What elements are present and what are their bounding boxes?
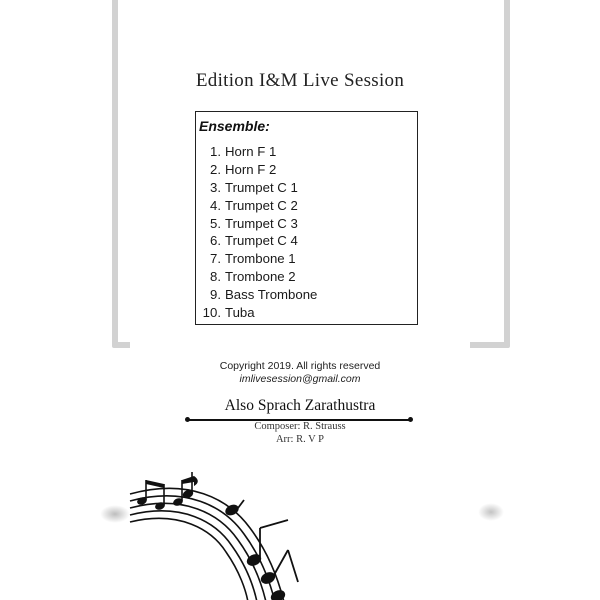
- instrument-list: [199, 143, 417, 322]
- instrument-number: 6.: [210, 233, 221, 249]
- instrument-number: 5.: [210, 215, 221, 231]
- instrument-number: 10.: [202, 305, 221, 321]
- instrument-name: Trumpet C 4: [225, 233, 298, 249]
- instrument-number: 3.: [210, 179, 221, 195]
- instrument-item: [199, 197, 417, 215]
- edition-title: Edition I&M Live Session: [195, 70, 405, 91]
- instrument-name: Horn F 1: [225, 144, 277, 159]
- instrument-name: Trumpet C 1: [225, 179, 298, 195]
- music-staff-swirl-icon: [128, 470, 348, 600]
- instrument-name: Trumpet C 2: [225, 197, 298, 213]
- instrument-name: Trumpet C 3: [225, 215, 298, 231]
- instrument-item: [199, 250, 417, 268]
- arranger-credit: Arr: R. V P: [275, 434, 325, 445]
- instrument-name: Trombone 2: [225, 269, 296, 285]
- instrument-number: 7.: [210, 251, 221, 267]
- background-page-shadow-left: [100, 505, 130, 523]
- instrument-item: [199, 215, 417, 233]
- ensemble-heading: Ensemble:: [199, 118, 270, 134]
- copyright-notice: Copyright 2019. All rights reserved: [219, 360, 381, 372]
- background-page-shadow-right: [478, 503, 504, 521]
- instrument-number: 1.: [210, 144, 221, 159]
- instrument-number: 2.: [210, 161, 221, 177]
- composer-credit: Composer: R. Strauss: [254, 421, 346, 432]
- instrument-name: Bass Trombone: [225, 287, 318, 303]
- piece-title: Also Sprach Zarathustra: [224, 397, 376, 414]
- instrument-item: [199, 179, 417, 197]
- instrument-item: [199, 286, 417, 304]
- instrument-number: 8.: [210, 269, 221, 285]
- instrument-item: [199, 143, 417, 161]
- instrument-number: 4.: [210, 197, 221, 213]
- instrument-name: Trombone 1: [225, 251, 296, 267]
- contact-email: imlivesession@gmail.com: [239, 373, 361, 385]
- instrument-item: [199, 268, 417, 286]
- instrument-number: 9.: [210, 287, 221, 303]
- instrument-name: Tuba: [225, 305, 255, 321]
- instrument-item: [199, 304, 417, 322]
- ensemble-box: [195, 111, 418, 325]
- instrument-name: Horn F 2: [225, 161, 277, 177]
- instrument-item: [199, 161, 417, 179]
- instrument-item: [199, 232, 417, 250]
